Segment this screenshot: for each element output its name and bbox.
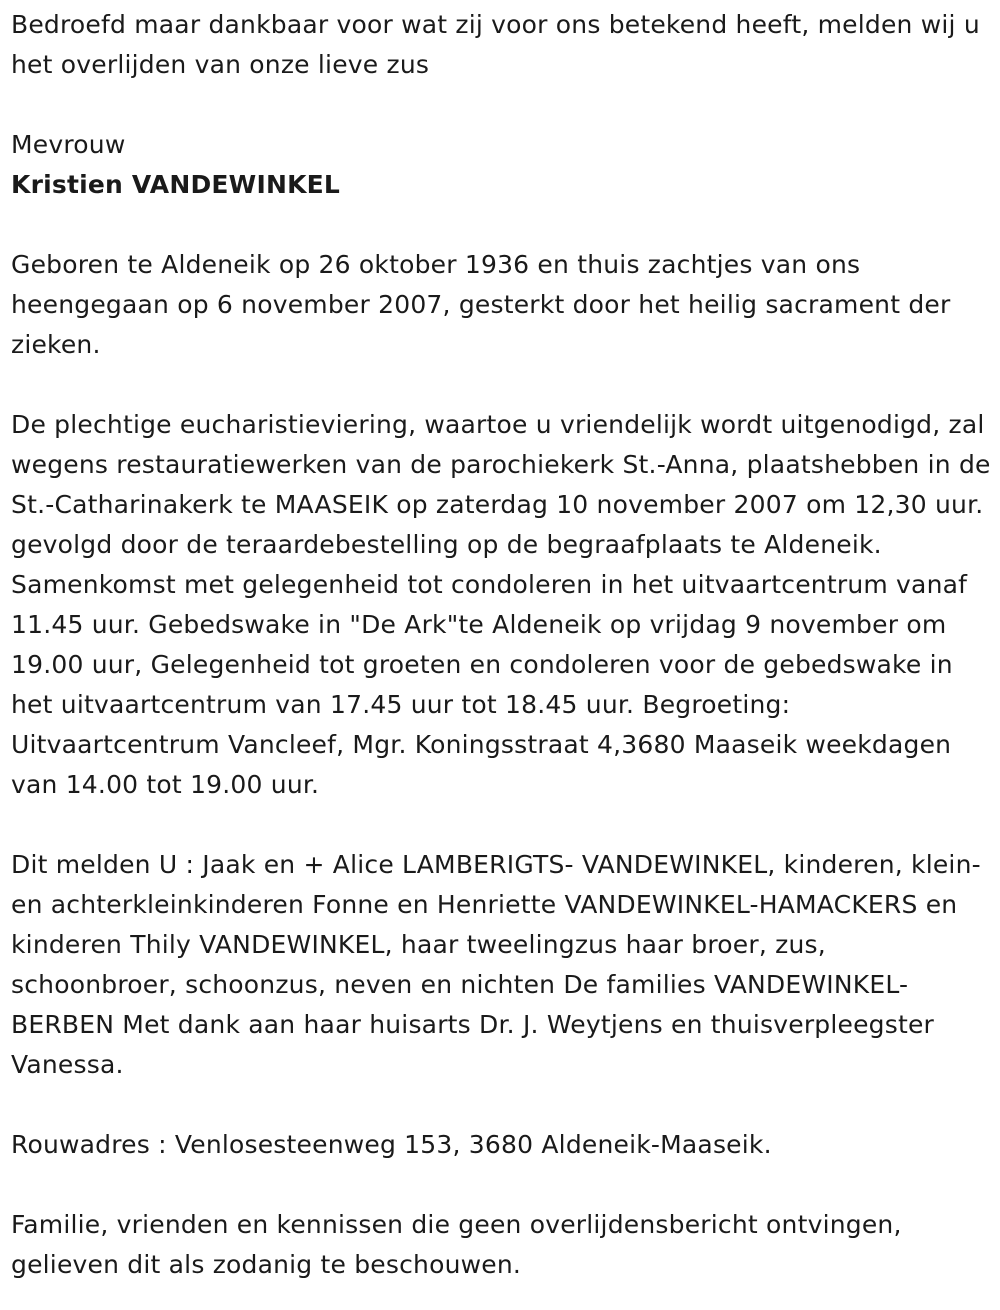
salutation: Mevrouw xyxy=(11,130,126,159)
spacer xyxy=(11,805,993,845)
mourning-address: Rouwadres : Venlosesteenweg 153, 3680 Aldeneik-Maaseik. xyxy=(11,1130,772,1159)
announcers-paragraph: Dit melden U : Jaak en + Alice LAMBERIGTS- VANDEWINKEL, kinderen, klein- en achterkleinkinderen Fonne en Henriette VANDEWINKEL-HAMACKERS en kinderen Thily VANDEWINKEL, haar tweelingzus haar broer, zus, schoonbroer, schoonzus, neven en nichten De families VANDEWINKEL-BERBEN Met dank aan haar huisarts Dr. J. Weytjens en thuisverpleegster Vanessa. xyxy=(11,850,981,1079)
deceased-name: Kristien VANDEWINKEL xyxy=(11,170,341,199)
spacer xyxy=(11,85,993,125)
spacer xyxy=(11,1165,993,1205)
birth-death-paragraph: Geboren te Aldeneik op 26 oktober 1936 en thuis zachtjes van ons heengegaan op 6 november 2007, gesterkt door het heilig sacrament der zieken. xyxy=(11,250,951,359)
closing-paragraph: Familie, vrienden en kennissen die geen overlijdensbericht ontvingen, gelieven dit als zodanig te beschouwen. xyxy=(11,1210,902,1279)
spacer xyxy=(11,1085,993,1125)
service-paragraph: De plechtige eucharistieviering, waartoe u vriendelijk wordt uitgenodigd, zal wegens restauratiewerken van de parochiekerk St.-Anna, plaatshebben in de St.-Catharinakerk te MAASEIK op zaterdag 10 november 2007 om 12,30 uur. gevolgd door de teraardebestelling op de begraafplaats te Aldeneik. Samenkomst met gelegenheid tot condoleren in het uitvaartcentrum vanaf 11.45 uur. Gebedswake in "De Ark"te Aldeneik op vrijdag 9 november om 19.00 uur, Gelegenheid tot groeten en condoleren voor de gebedswake in het uitvaartcentrum van 17.45 uur tot 18.45 uur. Begroeting: Uitvaartcentrum Vancleef, Mgr. Koningsstraat 4,3680 Maaseik weekdagen van 14.00 tot 19.00 uur. xyxy=(11,410,991,799)
spacer xyxy=(11,365,993,405)
spacer xyxy=(11,205,993,245)
intro-paragraph: Bedroefd maar dankbaar voor wat zij voor ons betekend heeft, melden wij u het overlijden van onze lieve zus xyxy=(11,10,980,79)
obituary-document xyxy=(11,5,993,1285)
